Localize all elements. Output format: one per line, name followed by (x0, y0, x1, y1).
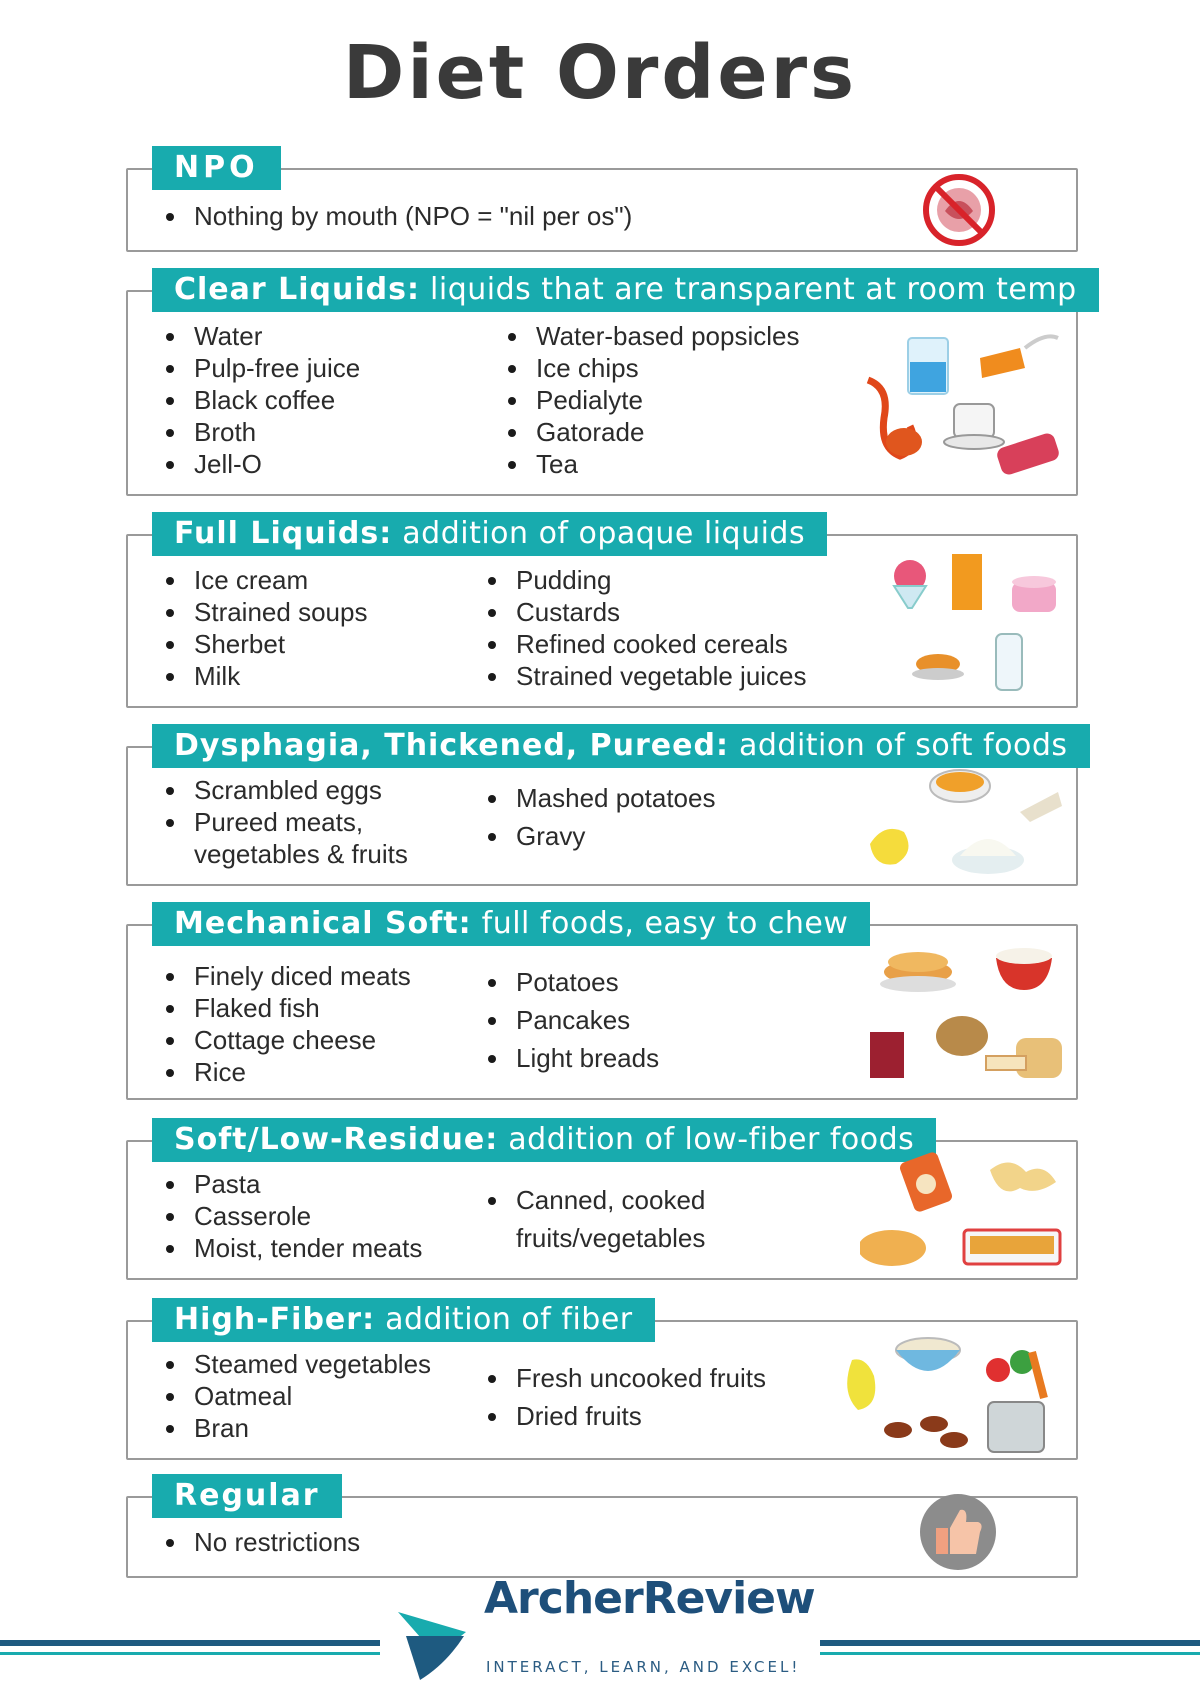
list-item: Milk (162, 660, 367, 692)
list-item: Strained soups (162, 596, 367, 628)
list-item: Finely diced meats (162, 960, 411, 992)
item-list-left (162, 320, 360, 480)
list-item-continued: fruits/vegetables (516, 1223, 706, 1253)
section-full-liquids (126, 516, 1078, 708)
list-item: Light breads (484, 1042, 659, 1074)
item-list-right (504, 320, 800, 480)
list-item: Potatoes (484, 966, 659, 998)
item-list-left (162, 1168, 422, 1264)
low-residue-illustration (860, 1142, 1070, 1272)
list-item: Flaked fish (162, 992, 411, 1024)
section-label (152, 268, 1099, 312)
item-list-right (484, 966, 659, 1074)
list-item: Rice (162, 1056, 411, 1088)
full-liquids-illustration (880, 546, 1070, 696)
list-item: Fresh uncooked fruits (484, 1362, 766, 1394)
footer-rule-left (0, 1640, 380, 1646)
item-list (162, 200, 632, 232)
section-description: addition of fiber (385, 1302, 633, 1337)
list-item: Ice chips (504, 352, 800, 384)
clear-liquids-illustration (860, 318, 1070, 488)
list-item: Pancakes (484, 1004, 659, 1036)
section-name: High-Fiber: (174, 1302, 376, 1337)
section-name: Dysphagia, Thickened, Pureed: (174, 728, 729, 763)
section-description: addition of opaque liquids (402, 516, 806, 551)
high-fiber-illustration (836, 1322, 1056, 1458)
list-item: Refined cooked cereals (484, 628, 807, 660)
list-item: Pedialyte (504, 384, 800, 416)
list-item: Nothing by mouth (NPO = "nil per os") (162, 200, 632, 232)
list-item: Broth (162, 416, 360, 448)
brand-tagline: INTERACT, LEARN, AND EXCEL! (486, 1658, 801, 1676)
item-list (162, 1526, 360, 1558)
item-list-left (162, 564, 367, 692)
section-name: Mechanical Soft: (174, 906, 472, 941)
brand-name: ArcherReview (484, 1573, 815, 1624)
list-item: Pulp-free juice (162, 352, 360, 384)
list-item: No restrictions (162, 1526, 360, 1558)
footer-rule-right-accent (820, 1652, 1200, 1655)
list-item: Pasta (162, 1168, 422, 1200)
list-item: Oatmeal (162, 1380, 431, 1412)
section-label (152, 902, 870, 946)
list-item: Tea (504, 448, 800, 480)
section-mechanical-soft (126, 906, 1078, 1100)
list-item: Water (162, 320, 360, 352)
section-dysphagia (126, 728, 1078, 886)
section-high-fiber (126, 1302, 1078, 1460)
no-eating-icon (920, 171, 998, 249)
section-label (152, 512, 827, 556)
list-item-continued: vegetables & fruits (194, 839, 408, 869)
item-list-left (162, 960, 411, 1088)
list-item: Ice cream (162, 564, 367, 596)
thumbs-up-icon (918, 1492, 998, 1572)
list-item: Black coffee (162, 384, 360, 416)
page-title: Diet Orders (342, 30, 858, 116)
list-item: Scrambled eggs (162, 774, 408, 806)
section-regular (126, 1478, 1078, 1578)
list-item: Bran (162, 1412, 431, 1444)
section-name: NPO (174, 150, 259, 185)
mechanical-soft-illustration (866, 932, 1076, 1098)
item-list-right (484, 1184, 705, 1254)
list-item: Gravy (484, 820, 715, 852)
item-list-left (162, 774, 408, 870)
list-item: Jell-O (162, 448, 360, 480)
list-item: Sherbet (162, 628, 367, 660)
section-label (152, 146, 281, 190)
section-name: Soft/Low-Residue: (174, 1122, 499, 1157)
section-name: Full Liquids: (174, 516, 393, 551)
list-item: Custards (484, 596, 807, 628)
list-item: Steamed vegetables (162, 1348, 431, 1380)
section-name: Clear Liquids: (174, 272, 420, 307)
list-item: Canned, cooked (484, 1184, 705, 1216)
soft-foods-illustration (860, 752, 1070, 882)
section-label (152, 1298, 655, 1342)
list-item: Water-based popsicles (504, 320, 800, 352)
section-npo (126, 150, 1078, 252)
list-item: Pudding (484, 564, 807, 596)
list-item: Mashed potatoes (484, 782, 715, 814)
item-list-right (484, 1362, 766, 1432)
section-name: Regular (174, 1478, 320, 1513)
list-item: Cottage cheese (162, 1024, 411, 1056)
section-label (152, 1474, 342, 1518)
footer-rule-right (820, 1640, 1200, 1646)
section-clear-liquids (126, 272, 1078, 496)
section-description: addition of soft foods (738, 728, 1068, 763)
list-item: Pureed meats, (162, 806, 408, 838)
list-item: Casserole (162, 1200, 422, 1232)
section-soft-low-residue (126, 1122, 1078, 1280)
section-label (152, 1118, 936, 1162)
footer-rule-left-accent (0, 1652, 380, 1655)
section-description: full foods, easy to chew (481, 906, 849, 941)
list-item: Moist, tender meats (162, 1232, 422, 1264)
list-item: Gatorade (504, 416, 800, 448)
list-item: Dried fruits (484, 1400, 766, 1432)
section-description: liquids that are transparent at room temp (430, 272, 1077, 307)
archer-wing-logo-icon (394, 1606, 474, 1684)
item-list-right (484, 564, 807, 692)
section-description: addition of low-fiber foods (508, 1122, 915, 1157)
list-item: Strained vegetable juices (484, 660, 807, 692)
item-list-right (484, 782, 715, 852)
item-list-left (162, 1348, 431, 1444)
